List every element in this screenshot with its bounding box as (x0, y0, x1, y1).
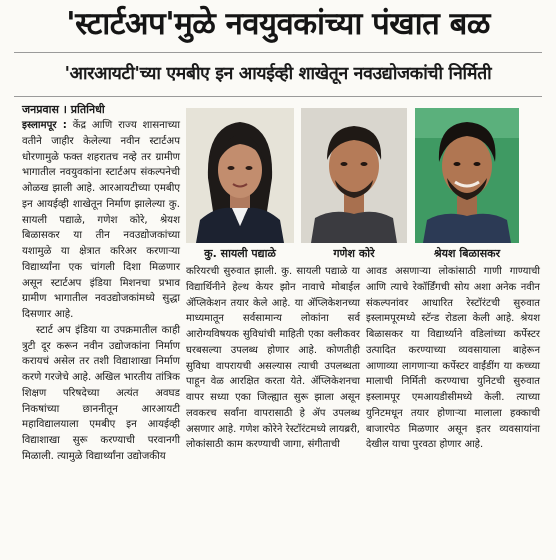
second-paragraph: स्टार्ट अप इंडिया या उपक्रमातील काही त्रुटी दूर करून नवीन उद्योजकांना निर्माण करायचं असेल तर तशी विद्याशाखा निर्माण करणे गरजेचे आहे. अखिल भारतीय तांत्रिक शिक्षण परिषदेच्या अत्यंत अवघड निकषांच्या छाननीतून आरआयटी महाविद्यालयाला एमबीए इन आयईव्ही विद्याशाखा सुरू करण्याची परवानगी मिळाली. त्यामुळे विद्यार्थ्यांना उद्योजकीय (22, 324, 180, 462)
photo-shreyash (415, 108, 519, 243)
column-2-text: करियरची सुरुवात झाली. कु. सायली पद्याळे या विद्यार्थिनीने हेल्थ केयर झोन नावाचे मोबाईल ॲप्लिकेशन तयार केले आहे. या ॲप्लिकेशनच्या माध्यमातून सर्वसामान्य लोकांना सर्व आरोग्यविषयक सुविधांची माहिती एका क्लीकवर घरबसल्या उपलब्ध होणार आहे. कोणतीही सुविधा वापरायची असल्यास त्याची उपलब्धता पाहून वेळ आरक्षित करता येते. ॲप्लिकेशनचा वापर सध्या एका जिल्ह्यात सुरू झाला असून लवकरच सर्वांना वापरासाठी हे ॲप उपलब्ध असणार आहे. गणेश कोरेने रेस्टॉरंटमध्ये लायब्ररी, लोकांसाठी काम करण्याची जागा, संगीताची (186, 266, 360, 451)
article-column-3 (366, 264, 540, 453)
lead-text: केंद्र आणि राज्य शासनाच्या वतीने जाहीर केलेल्या नवीन स्टार्टअप धोरणामुळे फक्त शहरातच नव्हे तर ग्रामीण भागातील नवयुवकांना स्टार्टअप संकल्पनेची ओळख झाली आहे. आरआयटीच्या एमबीए इन आयईव्ही शाखेतून निर्माण झालेल्या कु. सायली पद्याळे, गणेश कोरे, श्रेयश बिळासकर या तीन नवउद्योजकांच्या यशामुळे या क्षेत्रात करिअर करणाऱ्या विद्यार्थ्यांना एक चांगली दिशा मिळणार असून स्टार्टअप इंडिया मिशनचा प्रभाव ग्रामीण भागातील नवउद्योजकांमध्ये सुद्धा दिसणार आहे. (22, 120, 180, 320)
photo-ganesh (301, 108, 407, 243)
caption-ganesh: गणेश कोरे (333, 247, 375, 260)
portrait-man-2 (415, 108, 519, 243)
article-column-1 (22, 118, 180, 465)
caption-shreyash: श्रेयश बिळासकर (433, 247, 501, 260)
headline-divider (14, 52, 542, 53)
byline: जनप्रवास । प्रतिनिधी (22, 103, 105, 116)
article-column-2 (186, 264, 360, 453)
subheadline-divider (14, 96, 542, 97)
photo-sayali (186, 108, 294, 243)
subheadline: 'आरआयटी'च्या एमबीए इन आयईव्ही शाखेतून नवउद्योजकांची निर्मिती (64, 64, 492, 84)
lead-paragraph (22, 118, 180, 323)
portrait-man-1 (301, 108, 407, 243)
caption-sayali: कु. सायली पद्याळे (204, 247, 276, 260)
portrait-woman (186, 108, 294, 243)
column-3-text: आवड असणाऱ्या लोकांसाठी गाणी गाण्याची आणि त्याचे रेकॉर्डिंगची सोय अशा अनेक नवीन संकल्पनांवर आधारित रेस्टॉरंटची सुरुवात इस्लामपूरमध्ये स्टॅन्ड रोडला केली आहे. श्रेयश बिळासकर या विद्यार्थ्याने वडिलांच्या कर्पेस्टर उत्पादित करण्याच्या व्यवसायाला बाहेरून आणाव्या लागणाऱ्या कर्पेस्टर वाईंडींग या कच्च्या मालाची निर्मिती करण्याचा युनिटची सुरुवात इस्लामपूर एमआयडीसीमध्ये केली. त्याच्या युनिटमधून तयार होणाऱ्या मालाला हक्काची बाजारपेठ मिळणार असून इतर व्यवसायांना देखील याचा पुरवठा होणार आहे. (366, 266, 540, 451)
dateline: इस्लामपूर : (22, 120, 67, 131)
headline: 'स्टार्टअप'मुळे नवयुवकांच्या पंखात बळ (66, 6, 490, 42)
